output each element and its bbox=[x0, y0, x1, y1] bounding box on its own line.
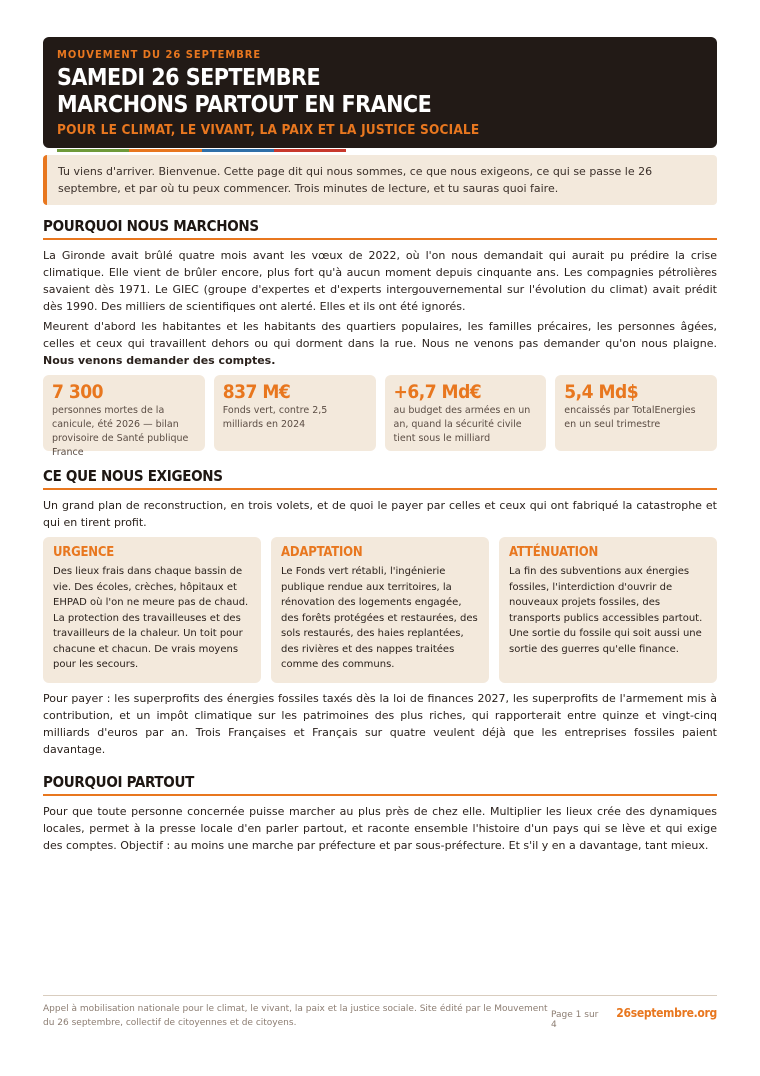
section-demands bbox=[43, 467, 717, 758]
everywhere-paragraph: Pour que toute personne concernée puisse marcher au plus près de chez elle. Multiplier les lieux crée des dynamiques locales, permet à la presse locale d'en parler partout, et raconte ensemble l'histoire d'un pays qui se lève et qui exige des comptes. Objectif : au moins une marche par préfecture et par sous-préfecture. Et s'il y en a davantage, tant mieux. bbox=[43, 805, 717, 852]
stat-card bbox=[43, 375, 205, 458]
header-subtitle: POUR LE CLIMAT, LE VIVANT, LA PAIX ET LA JUSTICE SOCIALE bbox=[57, 122, 480, 138]
stat-card bbox=[214, 375, 376, 451]
why-paragraph-2-text: Meurent d'abord les habitantes et les habitants des quartiers populaires, les familles précaires, les personnes âgées, celles et ceux qui travaillent dehors ou qui dorment dans la rue. Nous ne venons pas demander qu'on nous plaigne. bbox=[43, 320, 717, 350]
stat-number: +6,7 Md€ bbox=[393, 381, 482, 403]
section-heading-demands: CE QUE NOUS EXIGEONS bbox=[43, 467, 717, 490]
card-text: La fin des subventions aux énergies fossiles, l'interdiction d'ouvrir de nouveaux projets fossiles, des transports publics accessibles partout. Une sortie du fossile qui soit aussi une sortie des guerres qu'elle finance. bbox=[509, 566, 703, 655]
stripe-segment-blue bbox=[202, 149, 274, 152]
card-text: Des lieux frais dans chaque bassin de vie. Des écoles, crèches, hôpitaux et EHPAD où l'on ne meure pas de chaud. La protection des travailleuses et des travailleurs de la chaleur. Un toit pour chacune et chacun. De vrais moyens pour les secours. bbox=[53, 566, 249, 670]
why-paragraph-2-strong: Nous venons demander des comptes. bbox=[43, 354, 276, 367]
card-title: URGENCE bbox=[53, 545, 115, 560]
card-title: ADAPTATION bbox=[281, 545, 363, 560]
stripe-segment-orange bbox=[129, 149, 201, 152]
stat-label: personnes mortes de la canicule, été 2026 — bilan provisoire de Santé publique France bbox=[52, 405, 189, 458]
card-title: ATTÉNUATION bbox=[509, 545, 599, 560]
stripe-segment-green bbox=[57, 149, 129, 152]
demand-cards bbox=[43, 537, 717, 683]
demand-card-adaptation bbox=[271, 537, 489, 683]
stat-card bbox=[555, 375, 717, 451]
demand-card-attenuation bbox=[499, 537, 717, 683]
title-line-2: MARCHONS PARTOUT EN FRANCE bbox=[57, 92, 432, 118]
stat-number: 5,4 Md$ bbox=[564, 381, 639, 403]
color-stripe bbox=[57, 149, 346, 152]
header-banner bbox=[43, 37, 717, 148]
header-kicker: MOUVEMENT DU 26 SEPTEMBRE bbox=[57, 48, 262, 61]
why-paragraph-2 bbox=[43, 318, 717, 369]
stat-number: 837 M€ bbox=[222, 381, 291, 403]
page bbox=[43, 37, 717, 854]
page-title bbox=[57, 65, 703, 119]
stat-label: encaissés par TotalEnergies en un seul trimestre bbox=[564, 405, 696, 430]
section-everywhere bbox=[43, 773, 717, 854]
stats-row bbox=[43, 375, 717, 458]
card-text: Le Fonds vert rétabli, l'ingénierie publique rendue aux territoires, la rénovation des logements engagée, des forêts protégées et restaurées, des sols restaurés, des haies replantées, des rivières et des nappes traitées comme des communs. bbox=[281, 566, 478, 670]
intro-callout: Tu viens d'arriver. Bienvenue. Cette page dit qui nous sommes, ce que nous exigeons, ce qui se passe le 26 septembre, et par où tu peux commencer. Trois minutes de lecture, et tu sauras quoi faire. bbox=[43, 155, 717, 205]
stat-card bbox=[385, 375, 547, 451]
footer-text: Appel à mobilisation nationale pour le climat, le vivant, la paix et la justice sociale. Site édité par le Mouvement du 26 septembre, collectif de citoyennes et de citoyens. bbox=[43, 1004, 548, 1028]
stat-label: Fonds vert, contre 2,5 milliards en 2024 bbox=[222, 405, 328, 430]
funding-paragraph: Pour payer : les superprofits des énergies fossiles taxés dès la loi de finances 2027, les superprofits de l'armement mis à contribution, et un impôt climatique sur les patrimoines des plus riches, qui rapporterait entre quinze et vingt-cinq milliards d'euros par an. Trois Françaises et Français sur quatre veulent déjà que les entreprises fossiles paient davantage. bbox=[43, 692, 717, 756]
site-link[interactable]: 26septembre.org bbox=[616, 1006, 717, 1020]
stat-number: 7 300 bbox=[52, 381, 104, 403]
page-number: Page 1 sur 4 bbox=[551, 1010, 599, 1030]
section-why bbox=[43, 217, 717, 458]
stat-label: au budget des armées en un an, quand la sécurité civile tient sous le milliard bbox=[393, 405, 531, 444]
section-heading-everywhere: POURQUOI PARTOUT bbox=[43, 773, 717, 796]
section-heading-why: POURQUOI NOUS MARCHONS bbox=[43, 217, 717, 240]
why-paragraph-1: La Gironde avait brûlé quatre mois avant les vœux de 2022, où l'on nous demandait qui aurait pu prédire la crise climatique. Elle vient de brûler encore, plus fort qu'à aucun moment depuis cinquante ans. Les compagnies pétrolières savaient dès 1971. Le GIEC (groupe d'expertes et d'experts intergouvernemental sur l'évolution du climat) avait prédit dès 1990. Des milliers de scientifiques ont alerté. Elles et ils ont été ignorés. bbox=[43, 249, 717, 313]
title-line-1: SAMEDI 26 SEPTEMBRE bbox=[57, 65, 321, 91]
footer-right bbox=[551, 1006, 717, 1030]
demand-card-urgence bbox=[43, 537, 261, 683]
stripe-segment-red bbox=[274, 149, 346, 152]
page-footer bbox=[43, 995, 717, 1030]
demands-intro: Un grand plan de reconstruction, en trois volets, et de quoi le payer par celles et ceux qui ont fabriqué la catastrophe et qui en tirent profit. bbox=[43, 499, 717, 529]
